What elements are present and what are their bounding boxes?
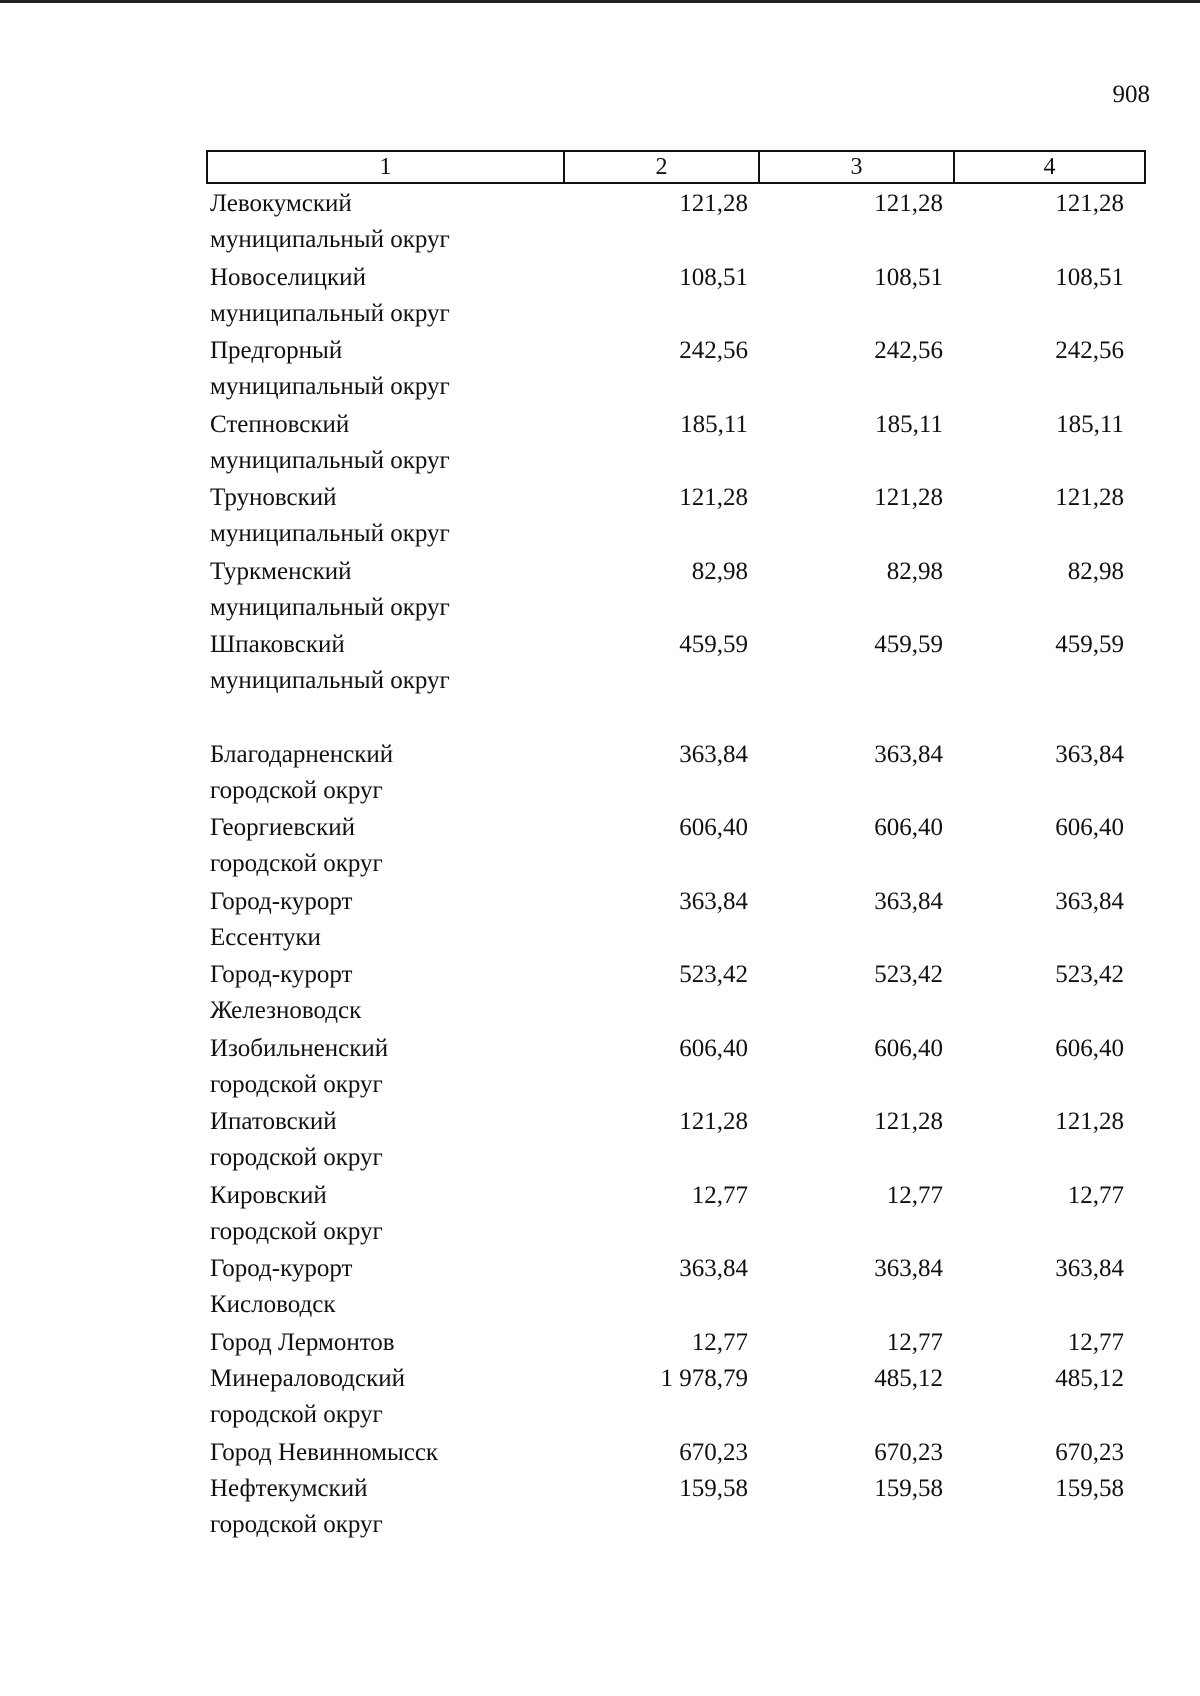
row-value-col3: 159,58 [874, 1475, 943, 1502]
row-name [206, 1251, 563, 1325]
row-value-col3: 242,56 [874, 337, 943, 364]
row-name [206, 737, 563, 811]
row-name [206, 554, 563, 628]
row-value-col2: 670,23 [679, 1438, 748, 1466]
row-value-col2: 82,98 [691, 557, 748, 585]
row-name-line2: Кисловодск [210, 1291, 336, 1318]
table-row [206, 186, 1146, 260]
row-name-line2: городской округ [210, 1144, 383, 1171]
row-name [206, 1471, 563, 1545]
row-name [206, 627, 563, 701]
table-row [206, 957, 1146, 1031]
row-name-line1: Георгиевский [210, 814, 356, 841]
row-value-col3: 121,28 [874, 1108, 943, 1135]
table-row [206, 1471, 1146, 1545]
row-value-col4: 12,77 [1067, 1181, 1124, 1209]
row-value-col2: 159,58 [679, 1475, 748, 1502]
table-row [206, 554, 1146, 628]
row-name-line1: Благодарненский [210, 740, 394, 768]
row-value-col2: 523,42 [679, 961, 748, 988]
row-value-col2: 1 978,79 [660, 1365, 748, 1392]
table-body [206, 186, 1146, 1545]
row-value-col3: 185,11 [875, 410, 943, 438]
row-name [206, 407, 563, 481]
row-value-col4: 459,59 [1055, 631, 1124, 658]
table-row [206, 1435, 1146, 1472]
row-name-line2: городской округ [210, 1511, 383, 1538]
row-name-line2: Железноводск [210, 997, 362, 1024]
row-name-line1: Город-курорт [210, 1255, 353, 1282]
row-name [206, 1178, 563, 1252]
row-value-col3: 606,40 [874, 814, 943, 841]
table-row [206, 407, 1146, 481]
page-number: 908 [1112, 81, 1150, 108]
table-row [206, 333, 1146, 407]
row-value-col2: 108,51 [679, 263, 748, 291]
row-value-col2: 606,40 [679, 1034, 748, 1062]
row-value-col4: 485,12 [1055, 1365, 1124, 1392]
row-value-col4: 363,84 [1055, 1255, 1124, 1282]
table-row [206, 480, 1146, 554]
table-row [206, 1325, 1146, 1362]
row-name [206, 333, 563, 407]
header-col-3: 3 [760, 152, 955, 182]
row-name-line2: муниципальный округ [210, 446, 450, 474]
row-name-line2: городской округ [210, 1401, 383, 1428]
row-name-line1: Город Лермонтов [210, 1328, 395, 1356]
row-name [206, 810, 563, 884]
row-name [206, 957, 563, 1031]
row-value-col3: 12,77 [886, 1328, 943, 1356]
row-name [206, 884, 563, 958]
row-value-col3: 121,28 [874, 484, 943, 511]
row-name [206, 186, 563, 260]
row-name-line2: муниципальный округ [210, 667, 450, 694]
row-value-col4: 159,58 [1055, 1475, 1124, 1502]
row-value-col2: 12,77 [691, 1328, 748, 1356]
row-value-col4: 670,23 [1055, 1438, 1124, 1466]
row-name-line2: муниципальный округ [210, 593, 450, 621]
row-value-col4: 121,28 [1055, 190, 1124, 217]
table-row [206, 260, 1146, 334]
row-name [206, 1104, 563, 1178]
table-row [206, 810, 1146, 884]
row-name-line1: Ипатовский [210, 1108, 337, 1135]
table-header [206, 150, 1146, 184]
table-row [206, 1104, 1146, 1178]
row-name-line1: Город-курорт [210, 961, 353, 988]
row-name-line2: муниципальный округ [210, 299, 450, 327]
row-name [206, 480, 563, 554]
row-value-col2: 185,11 [680, 410, 748, 438]
row-value-col4: 185,11 [1056, 410, 1124, 438]
row-name-line2: городской округ [210, 850, 383, 877]
row-name-line2: муниципальный округ [210, 226, 450, 253]
header-col-1: 1 [208, 152, 565, 182]
row-value-col2: 363,84 [679, 740, 748, 768]
row-value-col3: 670,23 [874, 1438, 943, 1466]
row-name-line1: Шпаковский [210, 631, 345, 658]
row-name [206, 1325, 563, 1362]
row-name-line2: Ессентуки [210, 923, 321, 951]
row-value-col2: 363,84 [679, 1255, 748, 1282]
row-value-col2: 606,40 [679, 814, 748, 841]
row-value-col4: 363,84 [1055, 887, 1124, 915]
row-value-col4: 606,40 [1055, 814, 1124, 841]
table-row [206, 1361, 1146, 1435]
row-value-col2: 12,77 [691, 1181, 748, 1209]
row-value-col4: 363,84 [1055, 740, 1124, 768]
row-value-col3: 108,51 [874, 263, 943, 291]
top-rule [0, 0, 1200, 3]
table-row [206, 1031, 1146, 1105]
row-name-line1: Минераловодский [210, 1365, 406, 1392]
row-value-col3: 12,77 [886, 1181, 943, 1209]
row-value-col3: 523,42 [874, 961, 943, 988]
row-value-col4: 606,40 [1055, 1034, 1124, 1062]
row-name-line1: Город Невинномысск [210, 1438, 439, 1466]
row-value-col4: 108,51 [1055, 263, 1124, 291]
row-value-col4: 121,28 [1055, 1108, 1124, 1135]
table-row [206, 1178, 1146, 1252]
row-name-line1: Нефтекумский [210, 1475, 368, 1502]
row-name-line1: Город-курорт [210, 887, 353, 915]
row-value-col3: 459,59 [874, 631, 943, 658]
row-name-line1: Кировский [210, 1181, 327, 1209]
row-value-col4: 12,77 [1067, 1328, 1124, 1356]
row-value-col4: 242,56 [1055, 337, 1124, 364]
header-col-2: 2 [565, 152, 760, 182]
row-name-line2: городской округ [210, 1070, 383, 1098]
row-value-col3: 82,98 [886, 557, 943, 585]
table-row [206, 627, 1146, 701]
row-value-col4: 523,42 [1055, 961, 1124, 988]
row-value-col2: 459,59 [679, 631, 748, 658]
header-col-4: 4 [1043, 154, 1056, 180]
row-name-line1: Труновский [210, 484, 337, 511]
row-name-line2: городской округ [210, 776, 383, 804]
row-name-line1: Туркменский [210, 557, 352, 585]
table-row [206, 884, 1146, 958]
row-value-col3: 363,84 [874, 887, 943, 915]
row-name [206, 1361, 563, 1435]
row-name-line1: Левокумский [210, 190, 352, 217]
row-value-col2: 242,56 [679, 337, 748, 364]
row-name-line2: городской округ [210, 1217, 383, 1245]
row-value-col4: 121,28 [1055, 484, 1124, 511]
row-value-col2: 363,84 [679, 887, 748, 915]
row-name-line1: Степновский [210, 410, 350, 438]
row-value-col3: 606,40 [874, 1034, 943, 1062]
row-name-line1: Изобильненский [210, 1034, 389, 1062]
table-row [206, 737, 1146, 811]
row-value-col3: 363,84 [874, 740, 943, 768]
row-value-col4: 82,98 [1067, 557, 1124, 585]
table-row [206, 1251, 1146, 1325]
row-value-col3: 485,12 [874, 1365, 943, 1392]
row-value-col3: 121,28 [874, 190, 943, 217]
row-name-line1: Предгорный [210, 337, 343, 364]
row-name [206, 1435, 563, 1472]
row-value-col3: 363,84 [874, 1255, 943, 1282]
row-name [206, 260, 563, 334]
row-value-col2: 121,28 [679, 1108, 748, 1135]
row-name-line2: муниципальный округ [210, 373, 450, 400]
row-name [206, 1031, 563, 1105]
row-value-col2: 121,28 [679, 190, 748, 217]
row-value-col2: 121,28 [679, 484, 748, 511]
row-name-line2: муниципальный округ [210, 520, 450, 547]
row-name-line1: Новоселицкий [210, 263, 366, 291]
